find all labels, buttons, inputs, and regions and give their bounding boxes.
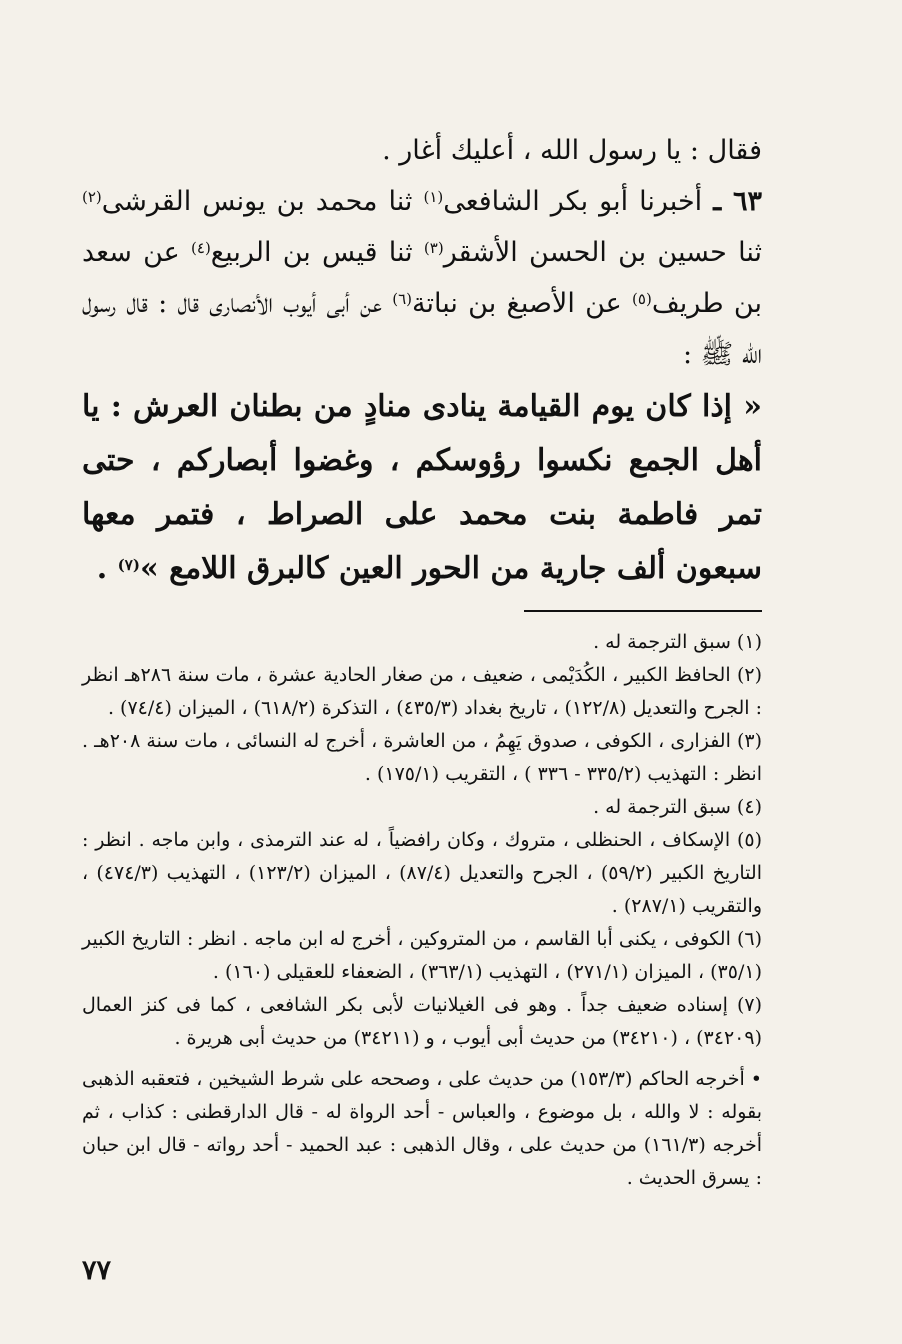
isnad-segment: ثنا حسين بن الحسن الأشقر	[443, 237, 763, 268]
footnote-ref: (٧)	[117, 556, 140, 574]
footnote-7: (٧) إسناده ضعيف جداً . وهو فى الغيلانيات لأبى بكر الشافعى ، كما فى كنز العمال (٣٤٢٠٩) ، (٣٤٢١٠) من حديث أبى أيوب ، و (٣٤٢١١) من حديث أبى هريرة .	[82, 994, 762, 1049]
footnote-ref: (١)	[423, 188, 444, 206]
isnad-segment: ثنا محمد بن يونس القرشى	[101, 186, 413, 217]
intro-line: فقال : يا رسول الله ، أعليك أغار .	[382, 135, 762, 166]
footnote-4: (٤) سبق الترجمة له .	[593, 796, 762, 818]
footnote-ref: (٥)	[632, 290, 652, 308]
separator-line	[524, 610, 762, 612]
footnote-separator	[82, 596, 762, 626]
page-number: ٧٧	[82, 1255, 112, 1286]
footnote-2: (٢) الحافظ الكبير ، الكُدَيْمى ، ضعيف ، من صغار الحادية عشرة ، مات سنة ٢٨٦هـ انظر : الجرح والتعديل (١٢٢/٨) ، تاريخ بغداد (٤٣٥/٣) ، التذكرة (٦١٨/٢) ، الميزان (٧٤/٤) .	[82, 664, 762, 719]
footnote-ref: (٦)	[392, 290, 413, 308]
takhrij-note: • أخرجه الحاكم (١٥٣/٣) من حديث على ، وصححه على شرط الشيخين ، فتعقبه الذهبى بقوله : لا والله ، بل موضوع ، والعباس - أحد الرواة له - قال الدارقطنى : كذاب ، ثم أخرجه (١٦١/٣) من حديث على ، وقال الذهبى : عبد الحميد - أحد رواته - قال ابن حبان : يسرق الحديث .	[82, 1068, 762, 1189]
isnad-segment: عن أبى أيوب الأنصارى قال : قال رسول الله ﷺ :	[82, 288, 762, 370]
footnote-5: (٥) الإسكاف ، الحنظلى ، متروك ، وكان رافضياً ، له عند الترمذى ، وابن ماجه . انظر : التاريخ الكبير (٥٩/٢) ، الجرح والتعديل (٨٧/٤) ، الميزان (١٢٣/٢) ، التهذيب (٤٧٤/٣) ، والتقريب (٢٨٧/١) .	[82, 829, 762, 917]
footnote-ref: (٣)	[423, 239, 444, 257]
footnote-6: (٦) الكوفى ، يكنى أبا القاسم ، من المتروكين ، أخرج له ابن ماجه . انظر : التاريخ الكبير (٣٥/١) ، الميزان (٢٧١/١) ، التهذيب (٣٦٣/١) ، الضعفاء للعقيلى (١٦٠) .	[82, 928, 762, 983]
footnote-ref: (٤)	[191, 239, 211, 257]
isnad-segment: عن سعد بن طريف	[82, 237, 762, 319]
isnad-segment: أخبرنا أبو بكر الشافعى	[443, 186, 703, 217]
matn-end: .	[96, 551, 108, 586]
main-text	[82, 125, 762, 596]
matn-text: « إذا كان يوم القيامة ينادى منادٍ من بطنان العرش : يا أهل الجمع نكسوا رؤوسكم ، وغضوا أبصاركم ، حتى تمر فاطمة بنت محمد على الصراط ، فتمر معها سبعون ألف جارية من الحور العين كالبرق اللامع »	[82, 389, 762, 586]
isnad-paragraph	[82, 176, 762, 380]
isnad-segment: ثنا قيس بن الربيع	[210, 237, 413, 268]
footnotes	[82, 626, 762, 1195]
hadith-matn	[82, 380, 762, 596]
hadith-number: ٦٣ ـ	[713, 186, 762, 217]
footnote-ref: (٢)	[82, 188, 102, 206]
page-body	[82, 125, 762, 1195]
footnote-1: (١) سبق الترجمة له .	[593, 631, 762, 653]
isnad-segment: عن الأصبغ بن نباتة	[412, 288, 622, 319]
footnote-3: (٣) الفزارى ، الكوفى ، صدوق يَهِمُ ، من العاشرة ، أخرج له النسائى ، مات سنة ٢٠٨هـ . انظر : التهذيب (٣٣٥/٢ - ٣٣٦ ) ، التقريب (١٧٥/١) .	[82, 730, 763, 785]
